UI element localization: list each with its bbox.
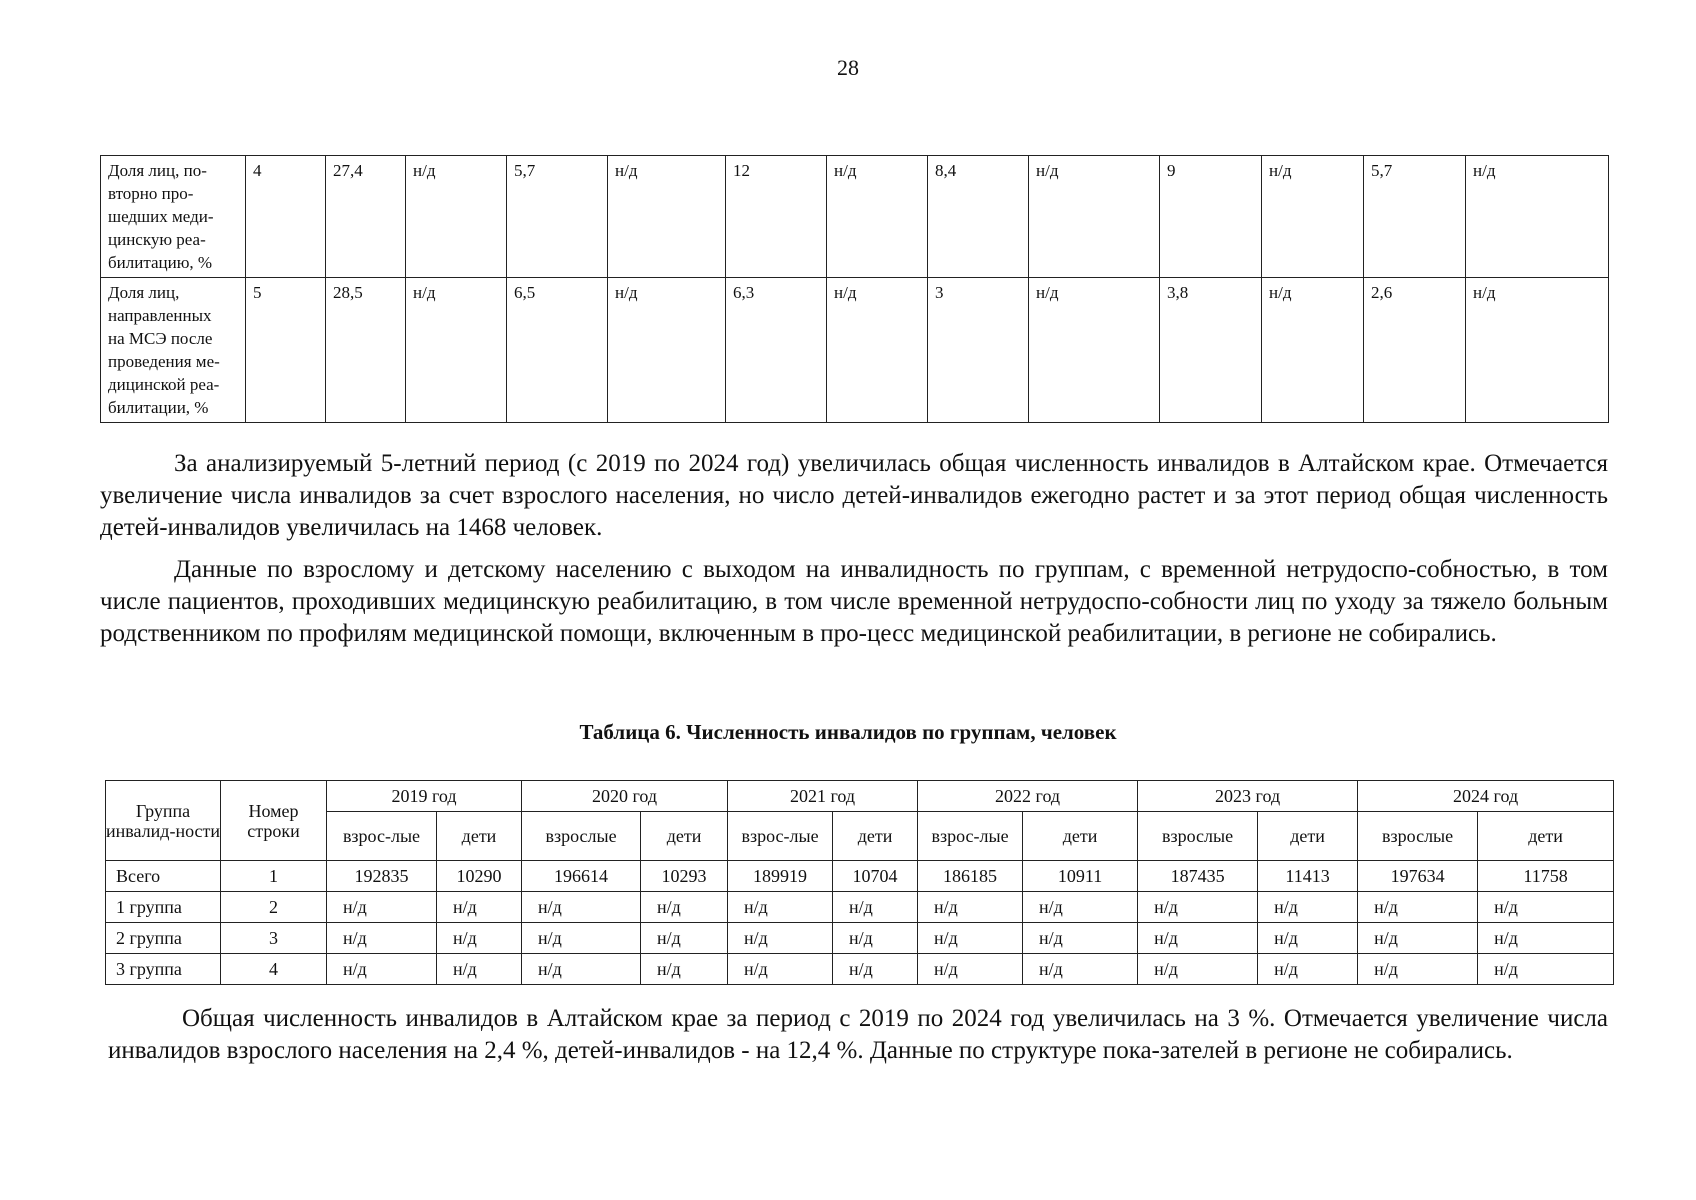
subheader: взрос-лые (918, 812, 1023, 861)
table-cell: 189919 (728, 861, 833, 892)
row-number: 5 (246, 278, 326, 423)
row-number: 4 (246, 156, 326, 278)
table-cell: н/д (833, 923, 918, 954)
table-cell: н/д (327, 892, 437, 923)
paragraph-disability-growth: За анализируемый 5-летний период (с 2019 по 2024 год) увеличилась общая численность инвалидов в Алтайском крае. Отмечается увеличение числа инвалидов за счет взрослого населения, но число детей-инвалидов ежегодно растет и за этот период общая численность детей-инвалидов увеличилась на 1468 человек. (100, 450, 1608, 541)
table-cell: н/д (833, 954, 918, 985)
table-cell: н/д (437, 923, 522, 954)
table-cell: н/д (1262, 278, 1364, 423)
table-cell: 10293 (641, 861, 728, 892)
subheader: дети (833, 812, 918, 861)
table-cell: н/д (1258, 954, 1358, 985)
table-cell: н/д (1262, 156, 1364, 278)
table-cell: н/д (1029, 156, 1160, 278)
row-number: 4 (221, 954, 327, 985)
table-cell: н/д (327, 923, 437, 954)
table-cell: н/д (1023, 892, 1138, 923)
subheader: взрос-лые (728, 812, 833, 861)
table-cell: н/д (406, 156, 507, 278)
table-cell: 186185 (918, 861, 1023, 892)
table-cell: 6,3 (726, 278, 827, 423)
subheader: взрослые (1138, 812, 1258, 861)
table-cell: н/д (437, 892, 522, 923)
row-label: Доля лиц, по- вторно про- шедших меди- цинскую реа- билитацию, % (101, 156, 246, 278)
subheader: дети (641, 812, 728, 861)
page-number: 28 (837, 55, 859, 80)
row-label: Доля лиц, направленных на МСЭ после проведения ме- дицинской реа- билитации, % (101, 278, 246, 423)
table-cell: н/д (641, 892, 728, 923)
subheader: взрос-лые (327, 812, 437, 861)
table-cell: 12 (726, 156, 827, 278)
table-disability-by-group (105, 780, 1614, 985)
table-cell: н/д (1358, 923, 1478, 954)
table-row (101, 156, 1609, 278)
table-cell: 3 (928, 278, 1029, 423)
table-cell: 9 (1160, 156, 1262, 278)
row-label: 3 группа (106, 954, 221, 985)
table-cell: 6,5 (507, 278, 608, 423)
table-cell: н/д (406, 278, 507, 423)
table-cell: н/д (1023, 923, 1138, 954)
paragraph-data-not-collected: Данные по взрослому и детскому населению с выходом на инвалидность по группам, с временной нетрудоспо-собностью, в том числе пациентов, проходивших медицинскую реабилитацию, в том числе временной нетрудоспо-собности лиц по уходу за тяжело больным родственником по профилям медицинской помощи, включенным в про-цесс медицинской реабилитации, в регионе не собирались. (100, 556, 1608, 647)
table-cell: н/д (1138, 923, 1258, 954)
table-row (106, 861, 1614, 892)
subheader: дети (1023, 812, 1138, 861)
table-cell: н/д (522, 892, 641, 923)
header-row-number: Номер строки (221, 781, 327, 861)
row-number: 2 (221, 892, 327, 923)
table-caption: Таблица 6. Численность инвалидов по группам, человек (579, 720, 1117, 744)
table-row (106, 954, 1614, 985)
table-cell: н/д (608, 278, 726, 423)
table-row (106, 892, 1614, 923)
table-row (106, 923, 1614, 954)
subheader: дети (1258, 812, 1358, 861)
table-cell: н/д (1358, 954, 1478, 985)
table-cell: 10704 (833, 861, 918, 892)
table-cell: н/д (1478, 954, 1614, 985)
table-cell: н/д (1258, 892, 1358, 923)
table-cell: н/д (833, 892, 918, 923)
header-year: 2022 год (918, 781, 1138, 812)
table-cell: н/д (522, 923, 641, 954)
table-cell: н/д (1478, 923, 1614, 954)
table-cell: н/д (728, 923, 833, 954)
table-cell: 5,7 (507, 156, 608, 278)
row-number: 3 (221, 923, 327, 954)
table-cell: н/д (918, 954, 1023, 985)
table-cell: н/д (1466, 156, 1609, 278)
table-cell: н/д (641, 954, 728, 985)
row-label: 2 группа (106, 923, 221, 954)
row-number: 1 (221, 861, 327, 892)
table-cell: н/д (918, 892, 1023, 923)
table-cell: 192835 (327, 861, 437, 892)
table-cell: н/д (1258, 923, 1358, 954)
table-cell: н/д (827, 278, 928, 423)
header-year: 2019 год (327, 781, 522, 812)
table-cell: 11758 (1478, 861, 1614, 892)
table-cell: 28,5 (326, 278, 406, 423)
table-cell: н/д (1478, 892, 1614, 923)
header-row-years (106, 781, 1614, 812)
table-cell: 8,4 (928, 156, 1029, 278)
table-cell: н/д (827, 156, 928, 278)
table-cell: н/д (327, 954, 437, 985)
table-cell: 5,7 (1364, 156, 1466, 278)
table-cell: н/д (1466, 278, 1609, 423)
subheader: дети (1478, 812, 1614, 861)
table-cell: 27,4 (326, 156, 406, 278)
table-cell: 197634 (1358, 861, 1478, 892)
table-cell: н/д (1029, 278, 1160, 423)
header-year: 2024 год (1358, 781, 1614, 812)
table-cell: н/д (1138, 954, 1258, 985)
subheader: взрослые (1358, 812, 1478, 861)
table-cell: н/д (522, 954, 641, 985)
table-cell: н/д (437, 954, 522, 985)
table-cell: н/д (608, 156, 726, 278)
header-year: 2020 год (522, 781, 728, 812)
table-cell: 10911 (1023, 861, 1138, 892)
table-row (101, 278, 1609, 423)
subheader: дети (437, 812, 522, 861)
paragraph-summary: Общая численность инвалидов в Алтайском крае за период с 2019 по 2024 год увеличилась на 3 %. Отмечается увеличение числа инвалидов взрослого населения на 2,4 %, детей-инвалидов - на 12,4 %. Данные по структуре пока-зателей в регионе не собирались. (108, 1005, 1608, 1064)
table-cell: н/д (1138, 892, 1258, 923)
table-rehabilitation-continuation (100, 155, 1609, 423)
row-label: 1 группа (106, 892, 221, 923)
row-label: Всего (106, 861, 221, 892)
header-row-subgroups (106, 812, 1614, 861)
subheader: взрослые (522, 812, 641, 861)
table-cell: н/д (918, 923, 1023, 954)
header-year: 2021 год (728, 781, 918, 812)
header-year: 2023 год (1138, 781, 1358, 812)
table-cell: н/д (728, 954, 833, 985)
table-cell: н/д (728, 892, 833, 923)
table-cell: 196614 (522, 861, 641, 892)
table-cell: н/д (1023, 954, 1138, 985)
table-cell: 2,6 (1364, 278, 1466, 423)
table-cell: н/д (641, 923, 728, 954)
table-cell: н/д (1358, 892, 1478, 923)
table-cell: 10290 (437, 861, 522, 892)
header-group: Группа инвалид-ности (106, 781, 221, 861)
table-cell: 187435 (1138, 861, 1258, 892)
table-cell: 3,8 (1160, 278, 1262, 423)
table-cell: 11413 (1258, 861, 1358, 892)
